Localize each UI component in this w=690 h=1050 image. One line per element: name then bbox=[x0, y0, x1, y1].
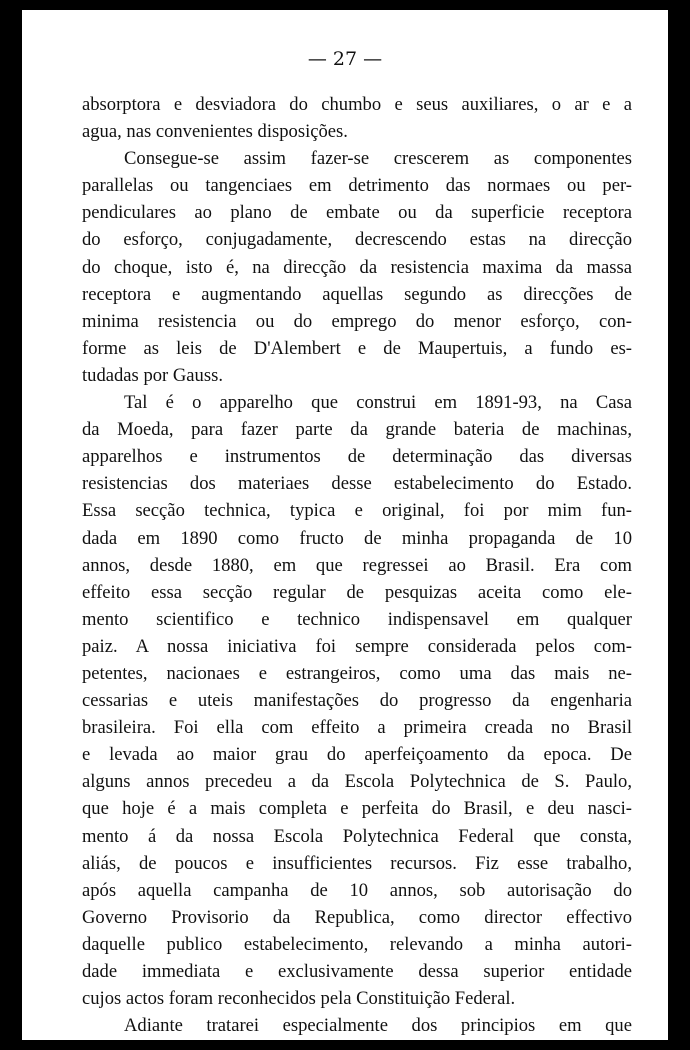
text-line: do choque, isto é, na direcção da resistencia maxima da massa bbox=[82, 256, 632, 278]
body-text bbox=[82, 91, 632, 1039]
text-line: forme as leis de D'Alembert e de Maupertuis, a fundo es- bbox=[82, 337, 632, 359]
text-line: annos, desde 1880, em que regressei ao Brasil. Era com bbox=[82, 554, 632, 576]
text-line: resistencias dos materiaes desse estabelecimento do Estado. bbox=[82, 473, 632, 495]
text-line: paiz. A nossa iniciativa foi sempre considerada pelos com- bbox=[82, 635, 632, 657]
text-line: Essa secção technica, typica e original, foi por mim fun- bbox=[82, 500, 632, 522]
text-line: mento scientifico e technico indispensavel em qualquer bbox=[82, 608, 632, 630]
paragraph-start-line: Adiante tratarei especialmente dos principios em que bbox=[124, 1015, 632, 1037]
text-line: effeito essa secção regular de pesquizas aceita como ele- bbox=[82, 581, 632, 603]
text-line: minima resistencia ou do emprego do menor esforço, con- bbox=[82, 310, 632, 332]
text-line: dade immediata e exclusivamente dessa superior entidade bbox=[82, 961, 632, 982]
text-line: apparelhos e instrumentos de determinação das diversas bbox=[82, 446, 632, 468]
text-line: do esforço, conjugadamente, decrescendo estas na direcção bbox=[82, 229, 632, 251]
text-line: pendiculares ao plano de embate ou da superficie receptora bbox=[82, 202, 632, 224]
text-line: receptora e augmentando aquellas segundo as direcções de bbox=[82, 283, 632, 305]
text-line: absorptora e desviadora do chumbo e seus auxiliares, o ar e a bbox=[82, 94, 632, 115]
text-line: após aquella campanha de 10 annos, sob autorisação do bbox=[82, 879, 632, 901]
text-line: mento á da nossa Escola Polytechnica Federal que consta, bbox=[82, 825, 632, 847]
paragraph-start-line: Consegue-se assim fazer-se crescerem as componentes bbox=[124, 148, 632, 170]
text-line: parallelas ou tangenciaes em detrimento das normaes ou per- bbox=[82, 175, 632, 197]
text-line: alguns annos precedeu a da Escola Polytechnica de S. Paulo, bbox=[82, 771, 632, 793]
text-line: cessarias e uteis manifestações do progresso da engenharia bbox=[82, 690, 632, 712]
page-number: — 27 — bbox=[307, 48, 383, 70]
text-line: que hoje é a mais completa e perfeita do Brasil, e deu nasci- bbox=[82, 798, 632, 820]
text-line: da Moeda, para fazer parte da grande bateria de machinas, bbox=[82, 419, 632, 441]
text-line: agua, nas convenientes disposições. bbox=[82, 121, 348, 143]
text-line: cujos actos foram reconhecidos pela Constituição Federal. bbox=[82, 988, 516, 1010]
text-line: petentes, nacionaes e estrangeiros, como uma das mais ne- bbox=[82, 662, 632, 684]
text-line: aliás, de poucos e insufficientes recursos. Fiz esse trabalho, bbox=[82, 852, 632, 874]
text-line: brasileira. Foi ella com effeito a primeira creada no Brasil bbox=[82, 717, 632, 739]
text-line: dada em 1890 como fructo de minha propaganda de 10 bbox=[82, 527, 632, 549]
text-line: e levada ao maior grau do aperfeiçoamento da epoca. De bbox=[82, 744, 632, 766]
text-line: daquelle publico estabelecimento, relevando a minha autori- bbox=[82, 933, 632, 955]
paragraph-start-line: Tal é o apparelho que construi em 1891-93, na Casa bbox=[124, 392, 632, 414]
text-line: Governo Provisorio da Republica, como director effectivo bbox=[82, 906, 632, 928]
text-line: tudadas por Gauss. bbox=[82, 364, 223, 386]
book-page bbox=[22, 10, 668, 1040]
